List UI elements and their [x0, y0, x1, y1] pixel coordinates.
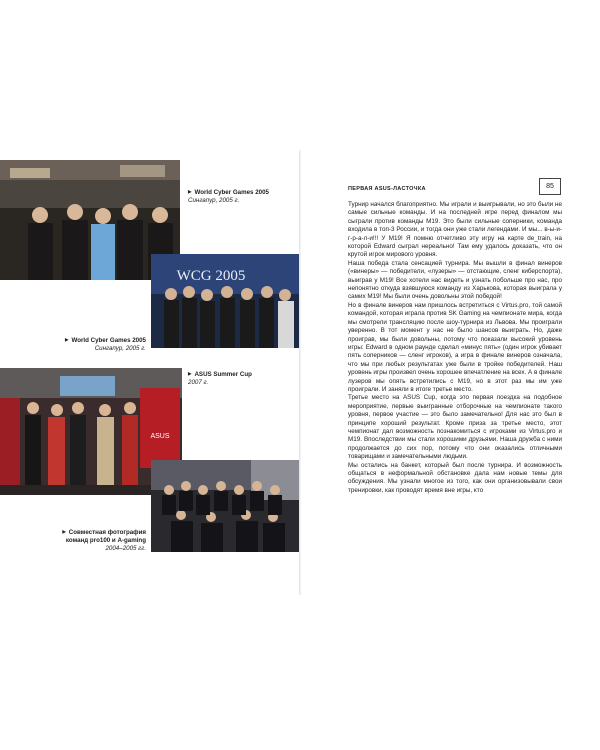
- paragraph: Мы остались на банкет, который был после турнира. И возможность общаться в неформальной обстановке дала нам новые темы для обсуждения. Мы узнали многое из того, как они организовывали свои тренировки, как проводят время вне игры, кто: [348, 461, 562, 494]
- wcg-banner-text: WCG 2005: [176, 268, 246, 284]
- paragraph: Но в финале винеров нам пришлось встретиться с Virtus.pro, той самой командой, которая играла против SK Gaming на чемпионате мира, когда мы смотрели трансляцию после шоу-турнира из Львова. Мы проиграли уверенно. В тот момент у нас не было шансов выиграть. Но, даже проиграв, мы были довольны, потому что показали высокий уровень игры: Edward в одном раунде сделал «минус пять» (один игрок убивает пять соперников — сленг игроков), а игра в финале винеров означала, что мы при любых результатах уже были в тройке победителей. Наш уровень игры произвел очень хорошее впечатление на всех. А в финале лузеров мы опять встретились с M19, но в этот раз мы им уже проиграли. И заняли в итоге третье место.: [348, 301, 562, 393]
- caption-subtitle: 2004–2005 гг.: [105, 545, 146, 552]
- page-number: 85: [539, 178, 561, 195]
- caption-pro100-agaming: [40, 528, 146, 553]
- caption-title: ▶ ASUS Summer Cup: [188, 370, 288, 379]
- asus-banner-text: ASUS: [150, 433, 170, 440]
- caption-subtitle: 2007 г.: [188, 379, 209, 386]
- paragraph: Наша победа стала сенсацией турнира. Мы вышли в финал винеров («винеры» — победители, «лузеры» — отстающие, сленг киберспорта), выиграв у M19! Все хотели нас видеть и узнать побольше про нас, про непонятно откуда взявшуюся команду из Харькова, которая выиграла у самих M19! Мы были очень довольны этой победой!: [348, 259, 562, 301]
- caption-subtitle: Сингапур, 2005 г.: [188, 197, 240, 204]
- caption-title: ▶ World Cyber Games 2005: [188, 188, 288, 197]
- body-text: [348, 201, 562, 495]
- caption-subtitle: Сингапур, 2005 г.: [94, 345, 146, 352]
- photo-pro100-agaming: [151, 460, 299, 552]
- caption-title: ▶ World Cyber Games 2005: [40, 336, 146, 345]
- photo-wcg2005-stage: [151, 254, 299, 348]
- paragraph: Третье место на ASUS Cup, когда это первая поездка на подобное мероприятие, первые выигранные отборочные на чемпионате такого уровня, первое участие — это было замечательно! Для нас это был в принципе хороший результат. Кроме приза за третье место, этот чемпионат дал возможность познакомиться с игроками из Virtus.pro и M19. Впоследствии мы стали хорошими друзьями. Наша дружба с ними продолжается до сих пор, потому что они оказались отличными товарищами и замечательными людьми.: [348, 394, 562, 461]
- paragraph: Турнир начался благоприятно. Мы играли и выигрывали, но это были не самые сильные команды. И на последней игре перед финалом мы сыграли против команды M19. Это были сильные соперники, команда входила в топ-3 России, и тогда они уже стали легендами. И мы... в-ы-и-г-р-а-л-и!!! У M19! Я помню отчетливо эту игру на карте de_train, на которой Edward сыграл нереально! Там ему удалось доказать, что он крутой игрок мирового уровня.: [348, 201, 562, 259]
- caption-wcg2005-singapore-2: [40, 336, 146, 353]
- page-gutter: [299, 150, 301, 595]
- caption-title: ▶ Совместная фотография команд pro100 и A-gaming: [40, 528, 146, 545]
- running-head: ПЕРВАЯ ASUS-ЛАСТОЧКА: [348, 186, 426, 192]
- caption-wcg2005-singapore-1: [188, 188, 288, 205]
- caption-asus-summer-cup: [188, 370, 288, 387]
